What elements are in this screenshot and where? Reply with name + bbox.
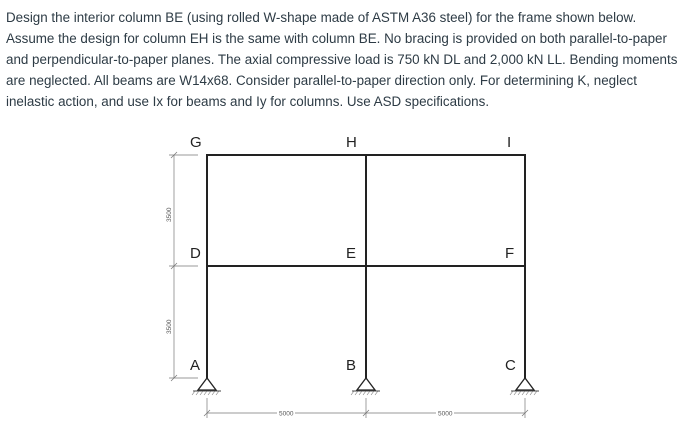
pin-support-b	[351, 378, 380, 395]
node-label-c: C	[505, 357, 516, 374]
dimension-span-left: 5000	[279, 410, 294, 418]
node-label-d: D	[190, 245, 201, 262]
node-label-a: A	[190, 357, 201, 374]
vertical-dimension	[169, 152, 201, 381]
problem-line-4: are neglected. All beams are W14x68. Consider parallel-to-paper direction only. For determining K, neglect	[6, 73, 637, 88]
pin-support-a	[192, 378, 221, 395]
node-label-e: E	[346, 245, 357, 262]
problem-line-3: and perpendicular-to-paper planes. The axial compressive load is 750 kN DL and 2,000 kN LL. Bending moments	[6, 52, 678, 67]
horizontal-dimension	[204, 398, 528, 418]
node-label-i: I	[507, 134, 512, 151]
problem-line-5: inelastic action, and use Ix for beams and Iy for columns. Use ASD specifications.	[6, 94, 490, 109]
node-label-g: G	[190, 134, 202, 151]
dimension-story-lower: 3500	[166, 319, 173, 334]
problem-line-2: Assume the design for column EH is the same with column BE. No bracing is provided on both parallel-to-paper	[6, 31, 667, 46]
node-label-b: B	[346, 357, 357, 374]
node-label-h: H	[346, 134, 357, 151]
problem-line-1: Design the interior column BE (using rolled W-shape made of ASTM A36 steel) for the frame shown below.	[6, 10, 637, 25]
pin-support-c	[510, 378, 539, 395]
dimension-span-right: 5000	[438, 410, 453, 418]
dimension-story-upper: 3500	[166, 207, 173, 222]
node-label-f: F	[505, 245, 515, 262]
